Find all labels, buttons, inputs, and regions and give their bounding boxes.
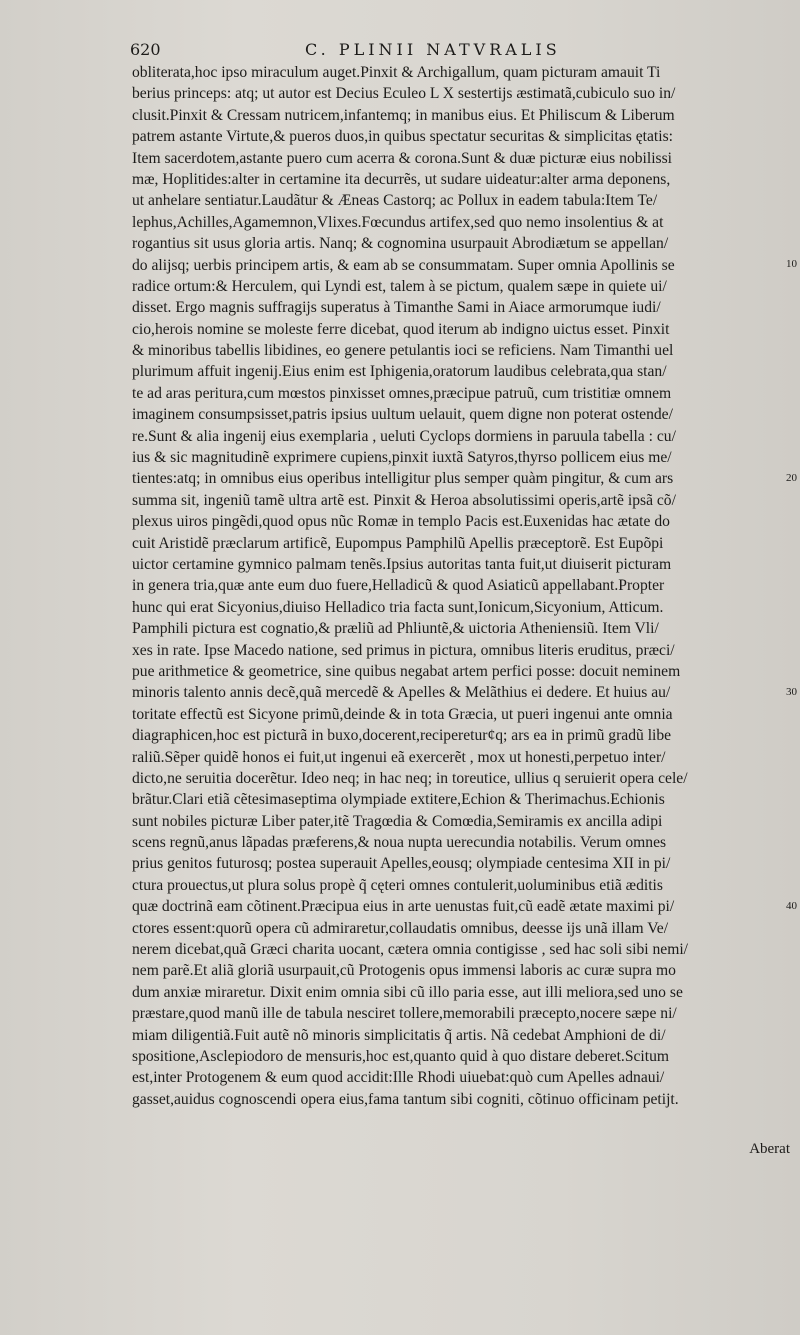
text-line: gasset,auidus cognoscendi opera eius,fama tantum sibi cogniti, cõtinuo officinam petijt. [132, 1090, 679, 1108]
text-line: disset. Ergo magnis suffragijs superatus à Timanthe Sami in Aiace armorumque iudi/ [132, 299, 661, 317]
running-title: C. PLINII NATVRALIS [305, 40, 561, 59]
text-line: ut anhelare sentiatur.Laudãtur & Æneas Castorq; ac Pollux in eadem tabula:Item Te/ [132, 192, 658, 210]
text-line: in genera tria,quæ ante eum duo fuere,Helladicũ & quod Asiaticũ appellabant.Propter [132, 577, 665, 595]
text-line: ctura prouectus,ut plura solus propè q̃ cęteri omnes contulerit,uoluminibus etiã æditis [132, 876, 663, 894]
text-line: miam diligentiã.Fuit autẽ nõ minoris simplicitatis q̃ artis. Nã cedebat Amphioni de di/ [132, 1026, 666, 1044]
margin-line-number: 10 [786, 257, 797, 270]
margin-line-number: 30 [786, 685, 797, 698]
text-line: te ad aras peritura,cum mœstos pinxisset omnes,præcipue patruũ, cum tristitiæ omnem [132, 384, 672, 402]
text-line: ius & sic magnitudinẽ exprimere cupiens,pinxit iuxtã Satyros,thyrso pollicem eius me/ [132, 449, 672, 467]
text-line: diagraphicen,hoc est picturã in buxo,docerent,reciperetur¢q; ars ea in primũ gradũ libe [132, 727, 672, 745]
text-line: toritate effectũ est Sicyone primũ,deinde & in tota Græcia, ut pueri ingenui ante omnia [132, 705, 673, 723]
text-line: do alijsq; uerbis principem artis, & eam ab se consummatam. Super omnia Apollinis se [132, 256, 675, 274]
text-line: prius genitos futurosq; postea superauit Apelles,eousq; olympiade centesima XII in pi/ [132, 855, 671, 873]
text-line: præstare,quod manũ ille de tabula nesciret tollere,memorabili præcepto,nocere sæpe ni/ [132, 1005, 677, 1023]
text-line: dicto,ne seruitia docerẽtur. Ideo neq; in hac neq; in toreutice, ullius q seruierit opera cele/ [132, 769, 688, 787]
text-line: cio,herois nomine se moleste ferre dicebat, quod iterum ab indigno uictus esset. Pinxit [132, 320, 670, 338]
text-line: radice ortum:& Herculem, qui Lyndi est, talem à se pictum, qualem sæpe in quiete ui/ [132, 277, 667, 295]
text-line: cuit Aristidẽ præclarum artificẽ, Eupompus Pamphilũ Apellis præceptorẽ. Est Eupõpi [132, 534, 664, 552]
text-line: Pamphili pictura est cognatio,& præliũ ad Phliuntẽ,& uictoria Atheniensiũ. Item Vli/ [132, 620, 659, 638]
catchword: Aberat [749, 1141, 790, 1157]
text-line: raliũ.Sẽper quidẽ honos ei fuit,ut ingenui eã exercerẽt , mox ut honesti,perpetuo inter/ [132, 748, 666, 766]
text-line: pue arithmetice & geometrice, sine quibus negabat artem perfici posse: docuit neminem [132, 662, 681, 680]
text-line: lephus,Achilles,Agamemnon,Vlixes.Fœcundus artifex,sed quo nemo insolentius & at [132, 213, 664, 231]
text-line: rogantius sit usus gloria artis. Nanq; & cognomina usurpauit Abrodiætum se appellan/ [132, 235, 669, 253]
text-line: minoris talento annis decẽ,quã mercedẽ & Apelles & Melãthius ei dedere. Et huius au/ [132, 684, 671, 702]
text-line: quæ doctrinã eam cõtinent.Præcipua eius in arte uenustas fuit,cũ eadẽ ætate maximi pi/ [132, 898, 675, 916]
text-line: scens regnũ,anus lãpadas præferens,& noua nupta uerecundia notabilis. Verum omnes [132, 834, 667, 852]
text-line: plurimum affuit ingenij.Eius enim est Iphigenia,oratorum laudibus celebrata,qua stan/ [132, 363, 667, 381]
text-line: sunt nobiles picturæ Liber pater,itẽ Tragœdia & Comœdia,Semiramis ex ancilla adipi [132, 812, 663, 830]
text-line: uictor certamine gymnico palmam tenẽs.Ipsius autoritas tanta fuit,ut diuiserit picturam [132, 555, 672, 573]
text-line: berius princeps: atq; ut autor est Decius Eculeo L X sestertijs æstimatã,cubiculo suo in/ [132, 85, 676, 103]
text-line: ctores essent:quorũ opera cũ admiraretur,collaudatis omnibus, deesse ijs unã illam Ve/ [132, 919, 669, 937]
text-line: summa sit, ingeniũ tamẽ ultra artẽ est. Pinxit & Heroa absolutissimi operis,artẽ ipsã cõ/ [132, 491, 676, 509]
text-line: dum anxiæ miraretur. Dixit enim omnia sibi cũ illo paria esse, aut illi meliora,sed uno se [132, 983, 683, 1001]
text-line: hunc qui erat Sicyonius,diuiso Helladico tria facta sunt,Ionicum,Sicyonium, Atticum. [132, 598, 664, 616]
body-text [132, 62, 772, 1110]
text-line: & minoribus tabellis libidines, eo genere petulantis ioci se reficiens. Nam Timanthi uel [132, 342, 674, 360]
text-line: brãtur.Clari etiã cẽtesimaseptima olympiade extitere,Echion & Therimachus.Echionis [132, 791, 665, 809]
text-line: xes in rate. Ipse Macedo natione, sed primus in pictura, omnibus literis eruditus, præci/ [132, 641, 675, 659]
margin-line-number: 40 [786, 899, 797, 912]
text-line: nem parẽ.Et aliã gloriã usurpauit,cũ Protogenis opus immensi laboris ac curæ supra mo [132, 962, 676, 980]
text-line: Item sacerdotem,astante puero cum acerra & corona.Sunt & duæ picturæ eius nobilissi [132, 149, 673, 167]
text-line: re.Sunt & alia ingenij eius exemplaria , ueluti Cyclops dormiens in paruula tabella : cu/ [132, 427, 676, 445]
text-line: patrem astante Virtute,& pueros duos,in quibus spectatur securitas & simplicitas ętatis: [132, 128, 673, 146]
text-line: spositione,Asclepiodoro de mensuris,hoc est,quanto quid à quo distare deberet.Scitum [132, 1047, 670, 1065]
page-header [130, 40, 760, 64]
text-line: obliterata,hoc ipso miraculum auget.Pinxit & Archigallum, quam picturam amauit Ti [132, 64, 661, 81]
text-line: mæ, Hoplitides:alter in certamine ita decurrẽs, ut sudare uideatur:alter arma deponens, [132, 170, 671, 188]
text-line: clusit.Pinxit & Cressam nutricem,infantemq; in manibus eius. Et Philiscum & Liberum [132, 106, 675, 124]
text-line: imaginem consumpsisset,patris ipsius uultum uelauit, quem digne non poterat ostende/ [132, 406, 673, 424]
text-line: est,inter Protogenem & eum quod accidit:Ille Rhodi uiuebat:quò cum Apelles adnaui/ [132, 1069, 665, 1087]
text-line: nerem dicebat,quã Græci charita uocant, cætera omnia contigisse , sed hac soli sibi nemi/ [132, 941, 688, 959]
page-number: 620 [130, 40, 161, 59]
text-line: tientes:atq; in omnibus eius operibus intelligitur plus semper quàm pingitur, & cum ars [132, 470, 674, 488]
text-line: plexus uiros pingẽdi,quod opus nũc Romæ in templo Pacis est.Euxenidas hac ætate do [132, 513, 670, 531]
margin-line-number: 20 [786, 471, 797, 484]
